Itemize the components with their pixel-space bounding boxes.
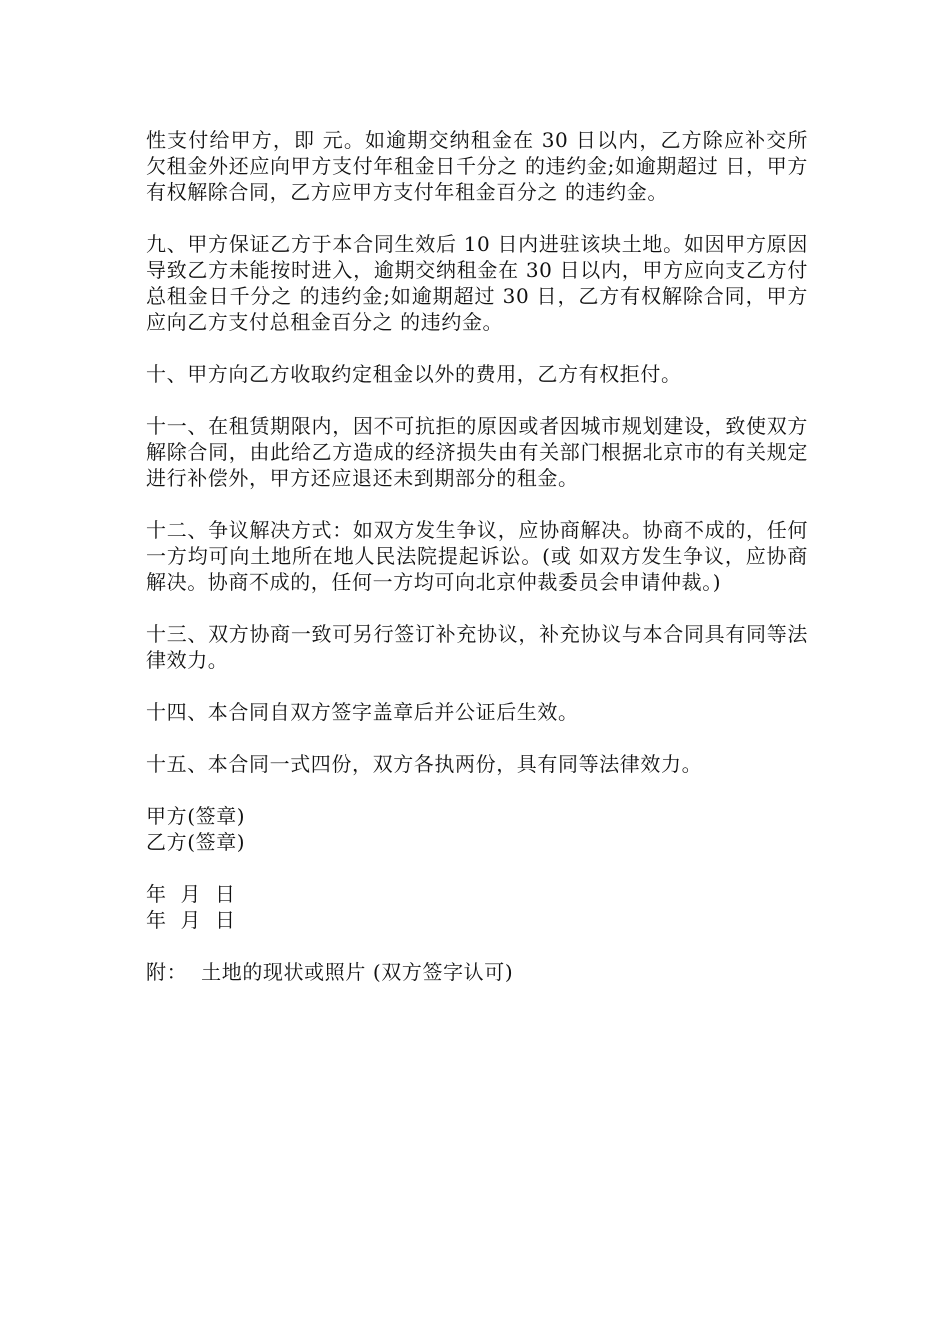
date-block	[146, 881, 808, 933]
clause-15: 十五、本合同一式四份，双方各执两份，具有同等法律效力。	[146, 752, 703, 776]
clause-14: 十四、本合同自双方签字盖章后并公证后生效。	[146, 700, 579, 724]
clause-penalty-continued: 性支付给甲方，即 元。如逾期交纳租金在 30 日以内，乙方除应补交所欠租金外还应向甲方支付年租金日千分之 的违约金;如逾期超过 日，甲方有权解除合同，乙方应甲方支付年租金百分之 的违约金。	[146, 128, 808, 204]
party-a-date: 年 月 日	[146, 882, 236, 906]
clause-12: 十二、争议解决方式：如双方发生争议，应协商解决。协商不成的，任何一方均可向土地所在地人民法院提起诉讼。(或 如双方发生争议，应协商解决。协商不成的，任何一方均可向北京仲裁委员会申请仲裁。)	[146, 518, 808, 594]
clause-11: 十一、在租赁期限内，因不可抗拒的原因或者因城市规划建设，致使双方解除合同，由此给乙方造成的经济损失由有关部门根据北京市的有关规定进行补偿外，甲方还应退还未到期部分的租金。	[146, 414, 808, 490]
contract-page	[146, 127, 808, 1011]
attachment-note: 附： 土地的现状或照片 (双方签字认可)	[146, 960, 514, 984]
clause-13: 十三、双方协商一致可另行签订补充协议，补充协议与本合同具有同等法律效力。	[146, 622, 808, 672]
clause-10: 十、甲方向乙方收取约定租金以外的费用，乙方有权拒付。	[146, 362, 682, 386]
party-b-signature: 乙方(签章)	[146, 830, 246, 854]
party-a-signature: 甲方(签章)	[146, 804, 246, 828]
party-b-date: 年 月 日	[146, 908, 236, 932]
clause-9: 九、甲方保证乙方于本合同生效后 10 日内进驻该块土地。如因甲方原因导致乙方未能按时进入，逾期交纳租金在 30 日以内，甲方应向支乙方付总租金日千分之 的违约金;如逾期超过 30 日，乙方有权解除合同，甲方应向乙方支付总租金百分之 的违约金。	[146, 232, 808, 334]
signature-block	[146, 803, 808, 855]
